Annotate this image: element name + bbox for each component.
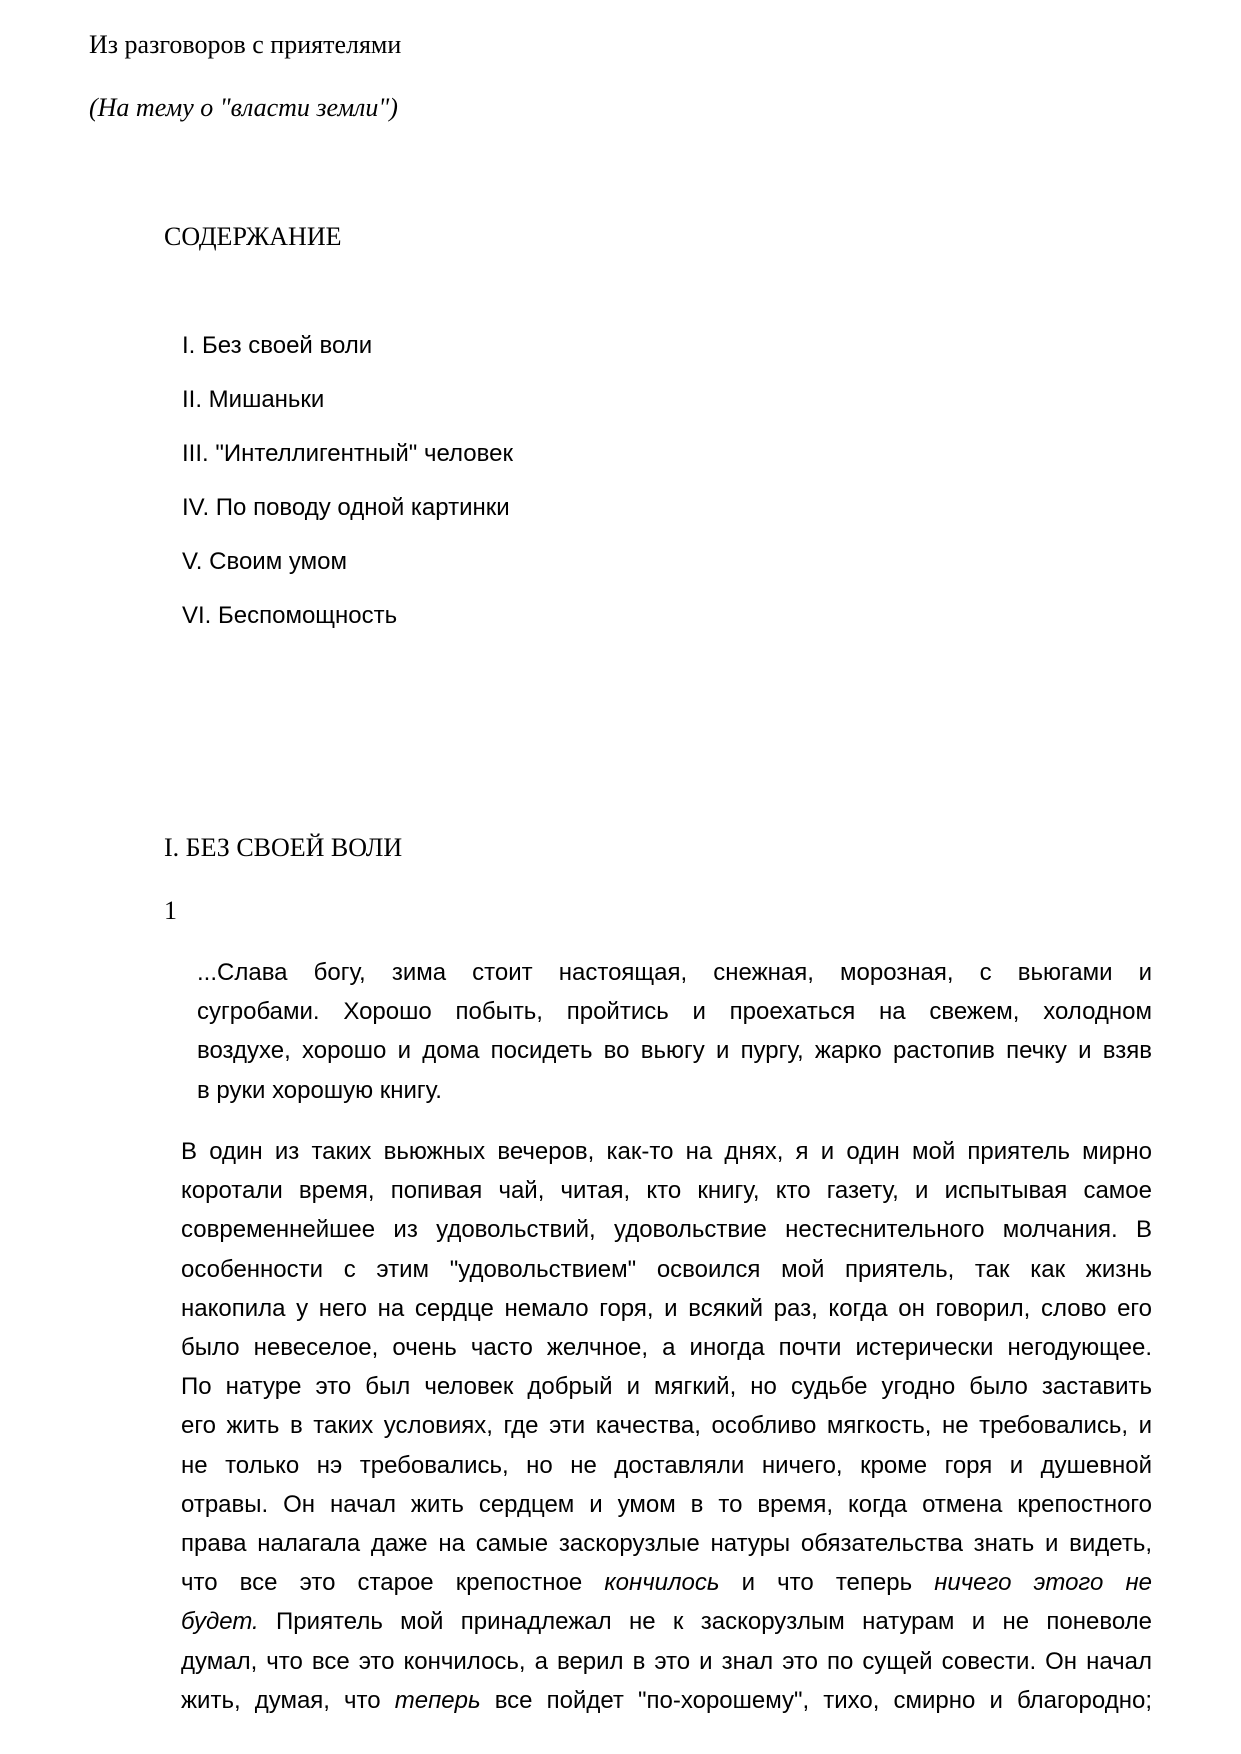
toc-item[interactable]: II. Мишаньки <box>182 386 325 413</box>
emphasis-text: ничего этого не <box>934 1569 1153 1597</box>
toc-item[interactable]: VI. Беспомощность <box>182 602 398 629</box>
paragraph-line: современнейшее из удовольствий, удовольствие нестеснительного молчания. В <box>181 1216 1152 1244</box>
paragraph-line <box>164 1602 1152 1641</box>
paragraph <box>164 953 1152 1110</box>
paragraph-line: его жить в таких условиях, где эти качества, особливо мягкость, не требовались, и <box>181 1412 1152 1440</box>
paragraph-line: думал, что все это кончилось, а верил в это и знал это по сущей совести. Он начал <box>181 1647 1152 1675</box>
text-run: Приятель мой принадлежал не к заскорузлым натурам и не поневоле <box>258 1608 1152 1636</box>
paragraph-line: коротали время, попивая чай, читая, кто книгу, кто газету, и испытывая самое <box>181 1177 1152 1205</box>
paragraph-line: ...Слава богу, зима стоит настоящая, снежная, морозная, с вьюгами и <box>197 959 1152 986</box>
toc-item[interactable]: I. Без своей воли <box>182 332 373 359</box>
emphasis-text: будет. <box>181 1608 259 1636</box>
section-number: 1 <box>164 896 177 925</box>
toc-item[interactable]: III. "Интеллигентный" человек <box>182 440 513 467</box>
paragraph <box>164 1132 1152 1720</box>
text-run: жить, думая, что <box>181 1686 395 1714</box>
section-heading: I. БЕЗ СВОЕЙ ВОЛИ <box>164 833 403 862</box>
text-run: что все это старое крепостное <box>181 1569 605 1597</box>
text-run: и что теперь <box>719 1569 935 1597</box>
toc-item[interactable]: V. Своим умом <box>182 548 347 575</box>
emphasis-text: кончилось <box>604 1569 720 1597</box>
toc-item[interactable]: IV. По поводу одной картинки <box>182 494 510 521</box>
paragraph-line: не только нэ требовались, но не доставляли ничего, кроме горя и душевной <box>181 1451 1152 1479</box>
paragraph-line: в руки хорошую книгу. <box>197 1076 442 1104</box>
paragraph-line <box>164 1563 1152 1602</box>
emphasis-text: теперь <box>394 1686 481 1714</box>
paragraph-line: сугробами. Хорошо побыть, пройтись и проехаться на свежем, холодном <box>197 998 1152 1026</box>
document-subtitle: (На тему о "власти земли") <box>89 93 398 122</box>
paragraph-line <box>164 1681 1152 1720</box>
toc-heading: СОДЕРЖАНИЕ <box>164 222 342 251</box>
paragraph-line: права налагала даже на самые заскорузлые натуры обязательства знать и видеть, <box>181 1530 1152 1558</box>
paragraph-line: воздухе, хорошо и дома посидеть во вьюгу и пургу, жарко растопив печку и взяв <box>197 1037 1152 1065</box>
text-run: все пойдет "по-хорошему", тихо, смирно и благородно; <box>480 1686 1153 1714</box>
paragraph-line: В один из таких вьюжных вечеров, как-то на днях, я и один мой приятель мирно <box>181 1138 1152 1165</box>
paragraph-line: отравы. Он начал жить сердцем и умом в то время, когда отмена крепостного <box>181 1490 1152 1518</box>
paragraph-line: было невеселое, очень часто желчное, а иногда почти истерически негодующее. <box>181 1334 1152 1362</box>
paragraph-line: особенности с этим "удовольствием" освоился мой приятель, так как жизнь <box>181 1255 1152 1283</box>
document-title: Из разговоров с приятелями <box>89 30 402 59</box>
paragraph-line: накопила у него на сердце немало горя, и всякий раз, когда он говорил, слово его <box>181 1294 1152 1322</box>
paragraph-line: По натуре это был человек добрый и мягкий, но судьбе угодно было заставить <box>181 1373 1152 1401</box>
